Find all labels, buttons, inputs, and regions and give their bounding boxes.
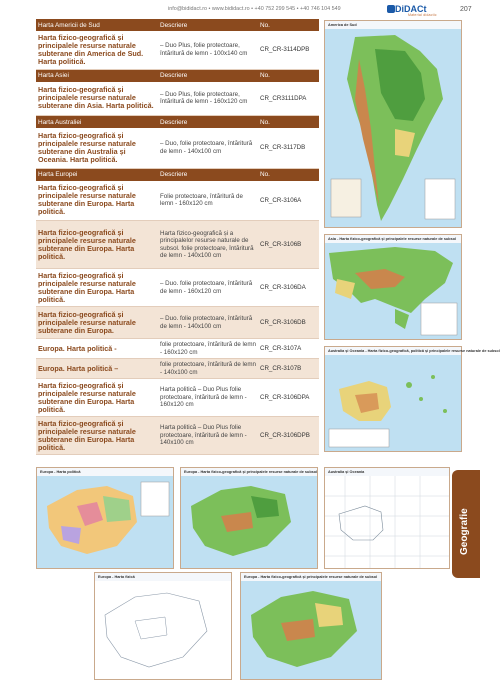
product-code: CR_CR-3117DB [258,128,319,168]
column-header-description: Descriere [158,168,258,181]
column-header-code: No. [258,116,319,129]
product-code: CR_CR-3106B [258,221,319,269]
map-title: America de Sud [328,23,357,27]
map-title: Asia - Harta fizico-geografică și principalele resurse naturale de subsol [328,237,457,241]
product-description: – Duo, folie protectoare, întăritură de lemn - 140x100 cm [158,128,258,168]
product-name: Harta fizico-geografică și principalele resurse naturale subterane din Europa. Harta politică. [36,269,158,307]
map-title: Europa - Harta politică [40,470,81,474]
section-title: Harta Americii de Sud [36,19,158,31]
product-code: CR_CR-3106DPB [258,417,319,455]
product-code: CR_CR-3106DPA [258,379,319,417]
section-header-australia [36,116,319,129]
table-row [36,181,319,221]
australia-outline-map-image [325,476,449,568]
product-name: Harta fizico-geografică și principalele resurse naturale subterane din Australia și Oceania. Harta politică. [36,128,158,168]
product-table [36,19,319,455]
australia-map-image [325,355,461,451]
europe-political-map-image [37,476,173,568]
map-europe-political [36,467,174,569]
product-description: – Duo. folie protectoare, întăritură de lemn - 160x120 cm [158,269,258,307]
asia-map-image [325,243,461,339]
map-title: Europa - Harta fizico-geografică și principalele resurse naturale de subsol [184,470,318,474]
map-title: Europa - Harta fizică [98,575,135,579]
map-europe-physical-2 [240,572,382,680]
table-row [36,379,319,417]
column-header-code: No. [258,19,319,31]
product-code: CR_CR-3106DA [258,269,319,307]
section-title: Harta Europei [36,168,158,181]
table-row [36,307,319,339]
section-title: Harta Australiei [36,116,158,129]
category-tab-label: Geografie [459,508,470,555]
europe-outline-map-image [95,581,231,679]
product-description: – Duo Plus, folie protectoare, întăritură de lemn - 100x140 cm [158,31,258,69]
product-description: Harta fizico-geografică și a principalelor resurse naturale de subsol. folie protectoare, întăritură de lemn - 140x100 cm [158,221,258,269]
map-title: Australia și Oceania [328,470,365,474]
column-header-description: Descriere [158,116,258,129]
product-name: Harta fizico-geografică și principalele resurse naturale subterane din America de Sud. Harta politică. [36,31,158,69]
product-code: CR_CR-3106A [258,181,319,221]
contact-info: info@bididact.ro • www.bididact.ro • +40 752 299 545 • +40 746 104 549 [168,6,341,12]
table-row [36,31,319,69]
product-code: CR_CR-3114DPB [258,31,319,69]
product-description: Folie protectoare, întăritură de lemn - 160x120 cm [158,181,258,221]
column-header-code: No. [258,69,319,82]
column-header-description: Descriere [158,19,258,31]
column-header-code: No. [258,168,319,181]
product-description: – Duo. folie protectoare, întăritură de lemn - 140x100 cm [158,307,258,339]
brand-logo: DiDACt [395,4,427,14]
product-description: folie protectoare, întăritură de lemn - 140x100 cm [158,359,258,379]
column-header-description: Descriere [158,69,258,82]
table-row [36,82,319,116]
product-name: Harta fizico-geografică și principalele resurse naturale subterane din Europa. Harta politică. [36,379,158,417]
product-description: – Duo Plus, folie protectoare, întăritură de lemn - 160x120 cm [158,82,258,116]
product-code: CR_CR-3107A [258,339,319,359]
product-name: Harta fizico-geografică și principalele resurse naturale subterane din Europa. Harta politică. [36,221,158,269]
product-name: Harta fizico-geografică și principalele resurse naturale subterane din Asia. Harta politică. [36,82,158,116]
map-title: Australia și Oceania - Harta fizico-geografică, politică și principalele resurse naturale de subsol [328,349,500,353]
map-europe-physical [180,467,318,569]
brand-tagline: Material didactic [408,13,437,17]
product-code: CR_CR3111DPA [258,82,319,116]
south-america-map-image [325,29,461,227]
section-header-south-america [36,19,319,31]
table-row [36,339,319,359]
product-name: Europa. Harta politică – [36,359,158,379]
page-number: 207 [460,6,472,13]
product-code: CR_CR-3106DB [258,307,319,339]
product-name: Harta fizico-geografică și principalele resurse naturale subterane din Europa. Harta politică. [36,181,158,221]
map-asia [324,234,462,340]
product-name: Harta fizico-geografică și principalele resurse naturale subterane din Europa. [36,307,158,339]
product-description: Harta politică – Duo Plus folie protectoare, întăritură de lemn - 140x100 cm [158,417,258,455]
table-row [36,128,319,168]
table-row [36,417,319,455]
map-south-america [324,20,462,228]
product-description: folie protectoare, întăritură de lemn - 160x120 cm [158,339,258,359]
section-header-europe [36,168,319,181]
section-title: Harta Asiei [36,69,158,82]
table-row [36,221,319,269]
europe-physical-2-map-image [241,581,381,679]
product-code: CR_CR-3107B [258,359,319,379]
table-row [36,359,319,379]
map-europe-outline [94,572,232,680]
product-name: Harta fizico-geografică și principalele resurse naturale subterane din Europa. Harta politică. [36,417,158,455]
map-australia [324,346,500,452]
logo-icon [387,5,395,13]
product-name: Europa. Harta politică - [36,339,158,359]
page-header [0,0,480,18]
category-tab [452,470,480,578]
section-header-asia [36,69,319,82]
map-australia-outline [324,467,450,569]
europe-physical-map-image [181,476,317,568]
product-description: Harta politică – Duo Plus folie protectoare, întăritură de lemn - 160x120 cm [158,379,258,417]
map-title: Europa - Harta fizico-geografică și principalele resurse naturale de subsol [244,575,378,579]
table-row [36,269,319,307]
